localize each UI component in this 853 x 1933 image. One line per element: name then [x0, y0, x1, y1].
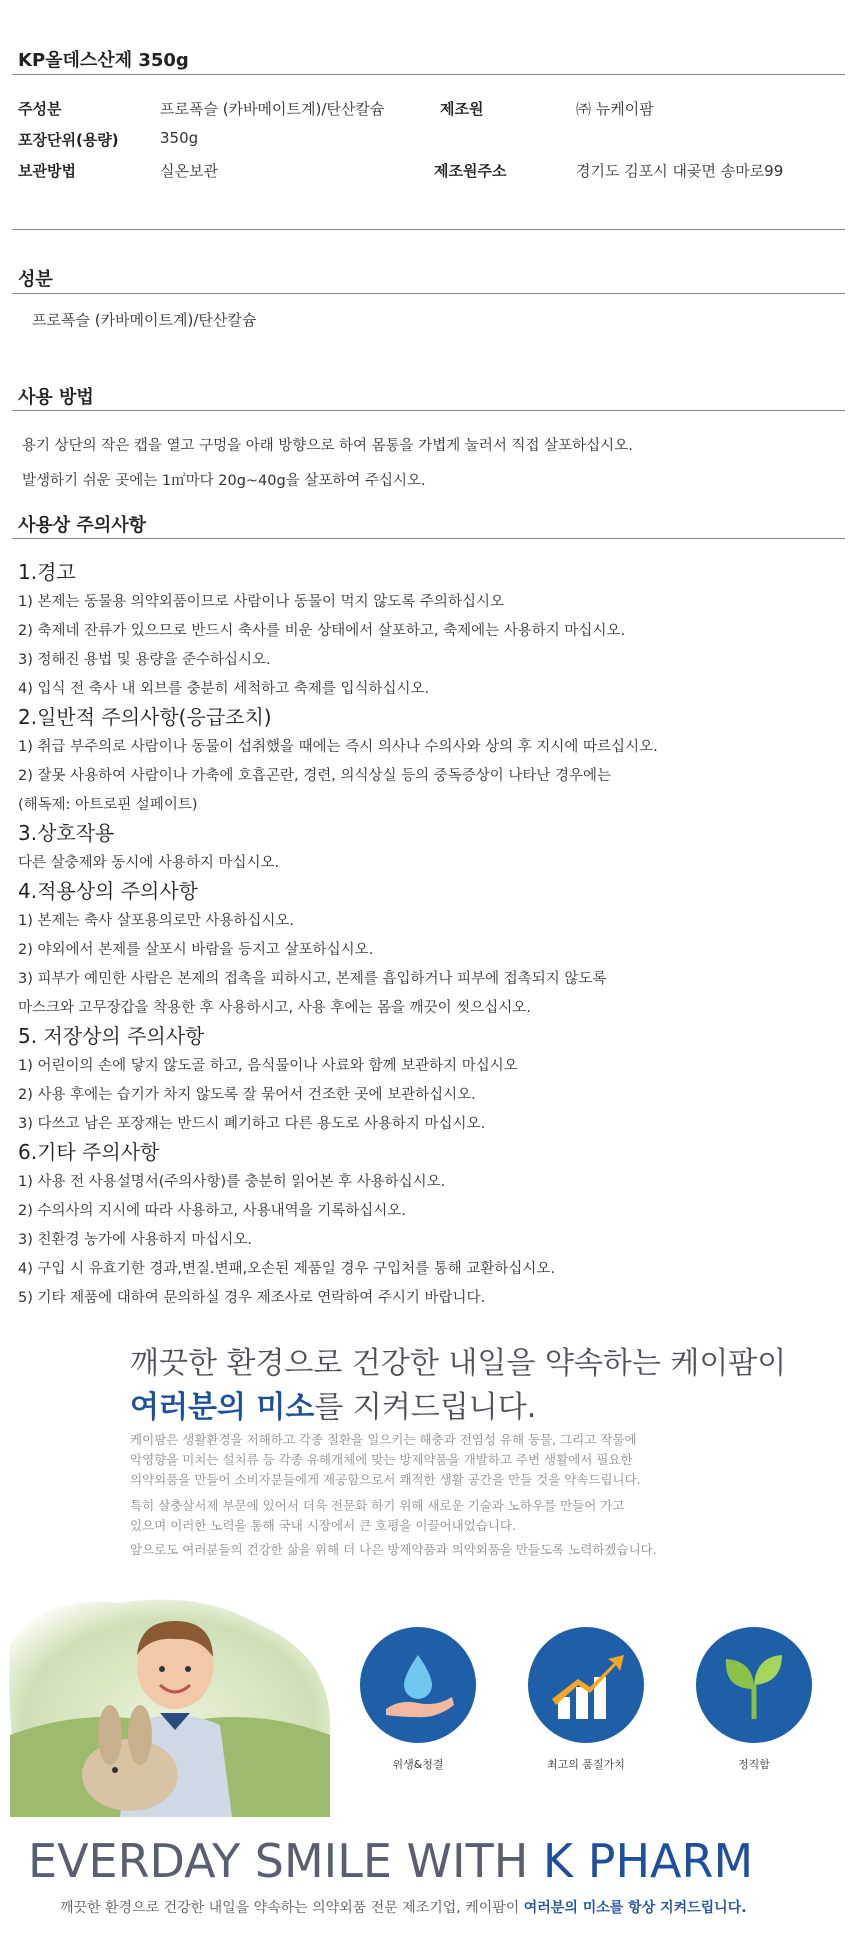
- ingredients-heading: 성분: [18, 269, 53, 290]
- caution-line: 1) 본제는 축사 살포용의로만 사용하십시오.: [18, 913, 295, 929]
- caution-line: 마스크와 고무장갑을 착용한 후 사용하시고, 사용 후에는 몸을 깨끗이 씻으십시오.: [18, 1000, 531, 1016]
- water-drop-hand-icon: [360, 1627, 476, 1743]
- main-ingredient-label: 주성분: [18, 100, 62, 118]
- caution-line: 2) 야외에서 본제를 살포시 바람을 등지고 살포하십시오.: [18, 942, 374, 958]
- footer-text: 깨끗한 환경으로 건강한 내일을 약속하는 의약외품 전문 제조기업, 케이팜이: [60, 1900, 524, 1916]
- icon-label: 정직함: [738, 1758, 770, 1771]
- tagline-brand: K PHARM: [542, 1834, 754, 1888]
- banner-highlight: 여러분의 미소: [130, 1390, 315, 1425]
- usage-line: 용기 상단의 작은 캡을 열고 구멍을 아래 방향으로 하여 몸통을 가볍게 눌러서 직접 살포하십시오.: [22, 438, 633, 454]
- banner-desc-line: 특히 살충살서제 부문에 있어서 더욱 전문화 하기 위해 새로운 기술과 노하우를 만들어 가고: [130, 1498, 625, 1513]
- usage-line: 발생하기 쉬운 곳에는 1㎡마다 20g~40g을 살포하여 주십시오.: [22, 473, 426, 489]
- caution-line: 2) 축제네 잔류가 있으므로 반드시 축사를 비운 상태에서 살포하고, 축제에는 사용하지 마십시오.: [18, 623, 626, 639]
- icon-label: 최고의 품질가치: [547, 1758, 625, 1771]
- icon-label: 위생&청결: [392, 1758, 444, 1771]
- caution-line: (해독제: 아트로핀 설페이트): [18, 797, 198, 813]
- storage-label: 보관방법: [18, 162, 76, 180]
- banner-desc-line: 악영향을 미치는 설치류 등 각종 유해개체에 맞는 방제약품을 개발하고 주변 생활에서 필요한: [130, 1452, 633, 1467]
- brand-tagline: [28, 1834, 753, 1888]
- divider: [12, 410, 845, 411]
- banner-footer: [60, 1897, 747, 1917]
- caution-line: 다른 살충제와 동시에 사용하지 마십시오.: [18, 855, 280, 871]
- main-ingredient-value: 프로폭슬 (카바메이트계)/탄산칼슘: [160, 100, 385, 118]
- child-with-rabbit-photo: [0, 1585, 340, 1820]
- storage-value: 실온보관: [160, 162, 218, 180]
- caution-line: 2) 잘못 사용하여 사람이나 가축에 호흡곤란, 경련, 의식상실 등의 중독증상이 나타난 경우에는: [18, 768, 612, 784]
- caution-section-title: 3.상호작용: [18, 821, 115, 845]
- caution-section-title: 4.적용상의 주의사항: [18, 879, 198, 903]
- banner-headline: 깨끗한 환경으로 건강한 내일을 약속하는 케이팜이: [130, 1346, 787, 1381]
- leaf-sprout-icon: [696, 1627, 812, 1743]
- banner-desc-line: 앞으로도 여러분들의 건강한 삶을 위해 더 나은 방제약품과 의약외품을 만들도록 노력하겠습니다.: [130, 1542, 657, 1557]
- caution-line: 2) 사용 후에는 습기가 차지 않도록 잘 묶어서 건조한 곳에 보관하십시오.: [18, 1087, 476, 1103]
- cautions-heading: 사용상 주의사항: [18, 515, 146, 536]
- divider: [12, 229, 845, 230]
- caution-line: 4) 구입 시 유효기한 경과,변질.변패,오손된 제품일 경우 구입처를 통해 교환하십시오.: [18, 1261, 556, 1277]
- caution-line: 3) 친환경 농가에 사용하지 마십시오.: [18, 1232, 253, 1248]
- caution-line: 4) 입식 전 축사 내 외브를 충분히 세척하고 축제를 입식하십시오.: [18, 681, 430, 697]
- divider: [12, 538, 845, 539]
- caution-section-title: 5. 저장상의 주의사항: [18, 1024, 205, 1048]
- caution-section-title: 2.일반적 주의사항(응급조치): [18, 705, 272, 729]
- caution-line: 2) 수의사의 지시에 따라 사용하고, 사용내역을 기록하십시오.: [18, 1203, 406, 1219]
- address-label: 제조원주소: [434, 162, 507, 180]
- caution-line: 3) 정해진 용법 및 용량을 준수하십시오.: [18, 652, 271, 668]
- package-label: 포장단위(용량): [18, 131, 119, 149]
- banner-desc-line: 케이팜은 생활환경을 저해하고 각종 질환을 일으키는 해충과 전염성 유해 동물, 그리고 작물에: [130, 1432, 637, 1447]
- caution-line: 1) 어린이의 손에 닿지 않도골 하고, 음식물이나 사료와 함께 보관하지 마십시오: [18, 1058, 518, 1074]
- caution-line: 1) 취급 부주의로 사람이나 동물이 섭취했을 때에는 즉시 의사나 수의사와 상의 후 지시에 따르십시오.: [18, 739, 658, 755]
- caution-line: 3) 다쓰고 남은 포장재는 반드시 폐기하고 다른 용도로 사용하지 마십시오.: [18, 1116, 486, 1132]
- banner-headline-2: [130, 1382, 536, 1426]
- divider: [12, 293, 845, 294]
- product-title: KP올데스산제 350g: [18, 50, 189, 71]
- banner-desc-line: 있으며 이러한 노력을 통해 국내 시장에서 큰 호평을 이끌어내었습니다.: [130, 1518, 516, 1533]
- caution-line: 3) 피부가 예민한 사람은 본제의 접촉을 피하시고, 본제를 흡입하거나 피부에 접촉되지 않도록: [18, 971, 607, 987]
- usage-heading: 사용 방법: [18, 387, 94, 408]
- package-value: 350g: [160, 129, 199, 147]
- manufacturer-value: ㈜ 뉴케이팜: [576, 100, 654, 118]
- caution-line: 5) 기타 제품에 대하여 문의하실 경우 제조사로 연락하여 주시기 바랍니다.: [18, 1290, 486, 1306]
- footer-highlight: 여러분의 미소를 항상 지켜드립니다.: [523, 1900, 747, 1916]
- caution-line: 1) 사용 전 사용설명서(주의사항)를 충분히 읽어본 후 사용하십시오.: [18, 1174, 446, 1190]
- growth-chart-arrow-icon: [528, 1627, 644, 1743]
- caution-section-title: 6.기타 주의사항: [18, 1140, 160, 1164]
- manufacturer-label: 제조원: [440, 100, 484, 118]
- divider: [12, 74, 845, 75]
- address-value: 경기도 김포시 대곶면 송마로99: [576, 162, 784, 180]
- banner-headline-rest: 를 지켜드립니다.: [314, 1390, 537, 1425]
- caution-line: 1) 본제는 동물용 의약외품이므로 사람이나 동물이 먹지 않도록 주의하십시오: [18, 594, 504, 610]
- ingredients-text: 프로폭슬 (카바메이트계)/탄산칼슘: [32, 311, 257, 329]
- banner-desc-line: 의약외품을 만들어 소비자분들에게 제공함으로서 쾌적한 생활 공간을 만들 것을 약속드립니다.: [130, 1472, 641, 1487]
- caution-section-title: 1.경고: [18, 560, 76, 584]
- tagline-main: EVERDAY SMILE WITH: [28, 1834, 543, 1888]
